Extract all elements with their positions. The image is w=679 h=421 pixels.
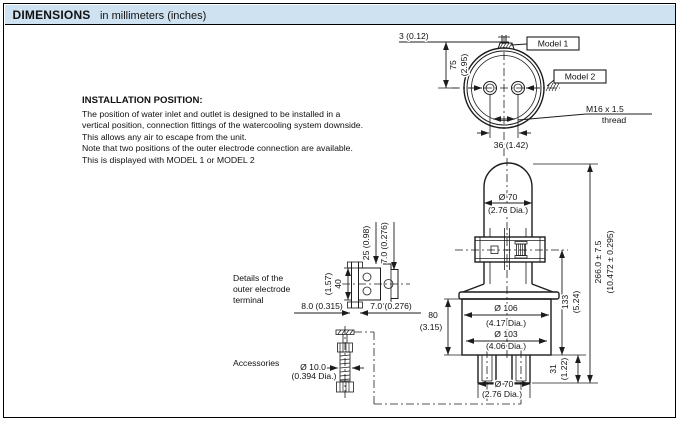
terminal-caption-line3: terminal [233,295,264,305]
terminal-dim-25: 25 (0.98) [361,225,371,261]
terminal-dim-7: 7.0 (0.276) [379,222,389,264]
installation-line: This allows any air to escape from the unit. [82,131,247,142]
accessory-dia-in: (0.394 Dia.) [291,371,337,381]
dim-outer-mm: Ø 106 [494,303,518,313]
thread-label-word: thread [601,115,627,125]
dim-overall-in: (10.472 ± 0.295) [605,230,615,294]
terminal-caption-line1: Details of the [233,273,284,283]
thread-label-mm: M16 x 1.5 [586,104,624,114]
dim-hole-spacing: 36 (1.42) [493,140,529,150]
installation-line: This is displayed with MODEL 1 or MODEL 2 [82,154,255,165]
dim-overall-mm: 266.0 ± 7.5 [593,240,603,284]
terminal-dim-7b: 7.0 (0.276) [370,301,412,311]
dim-pipeh-in: (1.22) [559,357,569,381]
dim-upper-mm: 133 [560,294,570,310]
terminal-dim-40-mm: 40 [333,279,343,289]
accessories-caption: Accessories [233,358,280,368]
dim-vertical-in: (2.95) [459,53,469,77]
dim-pipe-in: (2.76 Dia.) [481,389,523,399]
terminal-dim-8: 8.0 (0.315) [301,301,343,311]
side-view-drawing [420,158,615,404]
dim-upper-in: (5.24) [571,290,581,314]
top-view-drawing [399,31,652,157]
section-subtitle: in millimeters (inches) [99,9,207,22]
model2-label: Model 2 [564,71,596,82]
installation-line: vertical position, connection fittings of the watercooling system downside. [82,120,364,131]
terminal-detail-drawing [233,222,421,313]
dim-pipeh-mm: 31 [548,364,558,374]
model1-label: Model 1 [537,38,569,49]
dim-lower-in: (3.15) [419,322,443,332]
dim-tab-label: 3 (0.12) [399,31,429,41]
dim-inner-mm: Ø 103 [494,329,518,339]
section-title: DIMENSIONS [12,7,91,22]
model2-terminal-hatch [546,83,559,91]
terminal-caption-line2: outer electrode [233,284,291,294]
terminal-dim-40-in: (1.57) [323,272,333,296]
dim-dome-mm: Ø 70 [498,192,518,202]
dim-inner-in: (4.06 Dia.) [485,341,527,351]
dim-vertical-mm: 75 [448,60,458,70]
installation-line: Note that two positions of the outer electrode connection are available. [82,143,353,154]
installation-title: INSTALLATION POSITION: [82,95,203,106]
dim-outer-in: (4.17 Dia.) [485,318,527,328]
installation-line: The position of water inlet and outlet is designed to be installed in a [82,109,341,119]
dim-lower-mm: 80 [428,310,438,320]
dim-pipe-mm: Ø 70 [494,379,514,389]
accessory-dia-mm: Ø 10.0 [300,362,326,372]
dim-dome-in: (2.76 Dia.) [487,205,529,215]
